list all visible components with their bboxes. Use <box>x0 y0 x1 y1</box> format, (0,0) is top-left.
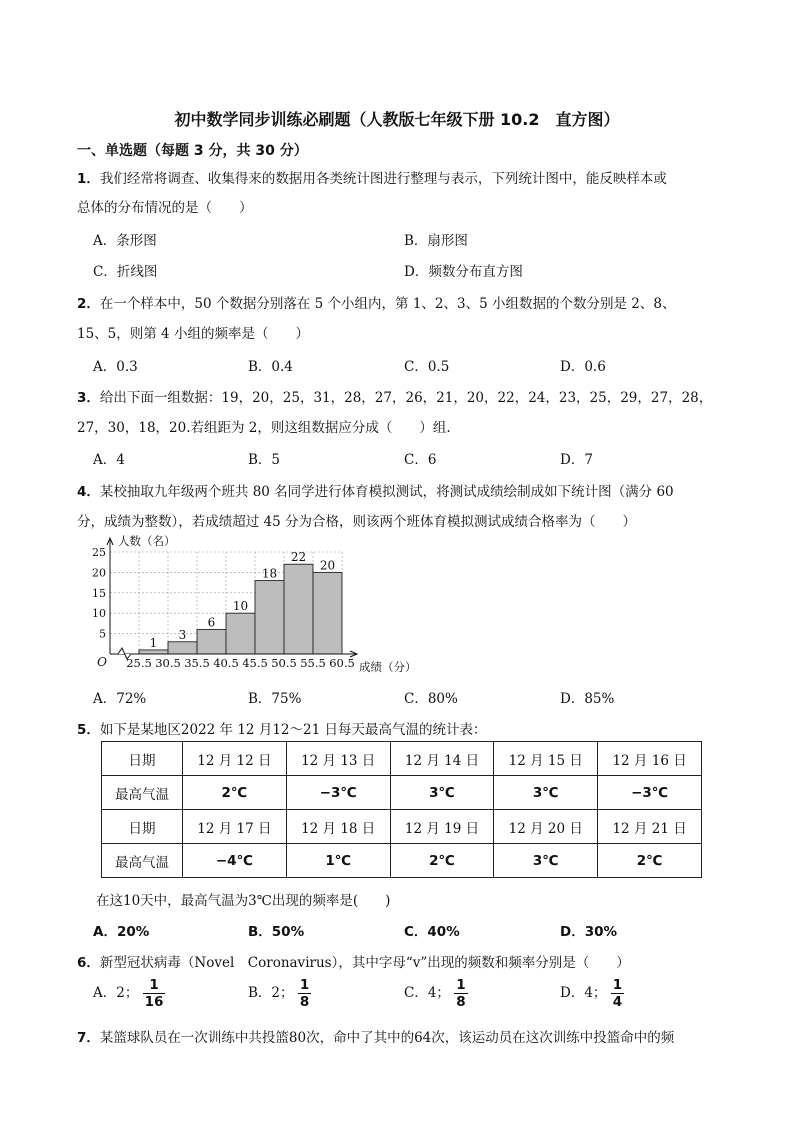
bar-value-label: 1 <box>149 635 158 650</box>
x-tick-label: 30.5 <box>155 656 181 670</box>
question-4 <box>77 480 674 500</box>
x-tick-label: 50.5 <box>271 656 297 670</box>
question-5-option-a[interactable]: A．20% <box>93 924 150 940</box>
question-1-text-line1: 我们经常将调查、收集得来的数据用各类统计图进行整理与表示，下列统计图中，能反映样本或 <box>99 171 667 187</box>
question-5-text-line1: 如下是某地区2022 年 12 月12～21 日每天最高气温的统计表： <box>99 722 487 738</box>
temperature-table <box>101 741 702 878</box>
question-4-number: 4． <box>77 484 100 500</box>
question-6-option-c[interactable] <box>404 977 468 1010</box>
question-2 <box>77 292 675 312</box>
question-1-option-c[interactable]: C．折线图 <box>93 264 158 280</box>
question-6-option-c-label: C．4； <box>404 985 450 1001</box>
question-7-text-line1: 某篮球队员在一次训练中共投篮80次，命中了其中的64次，该运动员在这次训练中投篮命中的频 <box>99 1030 675 1046</box>
question-2-option-d[interactable]: D．0.6 <box>560 359 606 375</box>
x-tick-label: 60.5 <box>329 656 355 670</box>
origin-label: O <box>97 655 107 669</box>
y-tick-label: 5 <box>99 627 106 641</box>
question-3-number: 3． <box>77 390 100 406</box>
question-2-option-c[interactable]: C．0.5 <box>404 359 450 375</box>
bar-value-label: 6 <box>207 615 216 630</box>
question-2-option-a[interactable]: A．0.3 <box>93 359 138 375</box>
table-cell: −4℃ <box>183 844 287 878</box>
question-6-option-b[interactable] <box>248 977 311 1010</box>
histogram-bar <box>284 564 313 654</box>
table-cell: 2℃ <box>598 844 702 878</box>
question-6-option-a[interactable] <box>93 977 165 1010</box>
question-5-option-d[interactable]: D．30% <box>560 924 618 940</box>
bar-value-label: 10 <box>232 599 249 614</box>
question-3 <box>77 386 712 406</box>
y-tick-label: 10 <box>92 607 106 621</box>
question-3-option-a[interactable]: A．4 <box>93 452 125 468</box>
fraction: $\frac{1}{8}$ <box>456 977 466 1010</box>
section-heading: 一、单选题（每题 3 分，共 30 分） <box>77 143 308 159</box>
question-1-option-d[interactable]: D．频数分布直方图 <box>404 264 523 280</box>
question-6-option-d[interactable] <box>560 977 624 1010</box>
table-cell: 12 月 17 日 <box>183 810 287 844</box>
table-cell: −3℃ <box>286 776 390 810</box>
table-cell: 1℃ <box>286 844 390 878</box>
page-title: 初中数学同步训练必刷题（人教版七年级下册 10.2 直方图） <box>174 110 620 129</box>
question-4-option-d[interactable]: D．85% <box>560 691 615 707</box>
histogram-bar <box>168 642 197 654</box>
question-3-text-line2: 27，30，18，20.若组距为 2，则这组数据应分成（ ）组. <box>77 420 451 436</box>
histogram-bar <box>197 630 226 654</box>
table-cell: 12 月 16 日 <box>598 742 702 776</box>
question-6-text-line1: 新型冠状病毒（Novel Coronavirus），其中字母“v”出现的频数和频率分别是（ ） <box>99 955 630 971</box>
question-7-number: 7． <box>77 1030 100 1046</box>
fraction: $\frac{1}{16}$ <box>144 977 164 1010</box>
y-tick-label: 20 <box>92 566 106 580</box>
table-cell: 12 月 14 日 <box>390 742 494 776</box>
bar-value-label: 22 <box>290 550 307 565</box>
question-3-option-b[interactable]: B．5 <box>248 452 281 468</box>
question-7 <box>77 1026 674 1046</box>
question-1-option-b[interactable]: B．扇形图 <box>404 233 468 249</box>
x-tick-label: 25.5 <box>126 656 152 670</box>
y-axis-title: 人数（名） <box>118 534 176 548</box>
table-cell: 12 月 21 日 <box>598 810 702 844</box>
question-5-text-line2: 在这10天中，最高气温为3℃出现的频率是( ) <box>96 893 391 909</box>
bar-value-label: 20 <box>319 558 336 573</box>
table-cell: 2℃ <box>390 844 494 878</box>
question-6-option-b-label: B．2； <box>248 985 294 1001</box>
question-2-text-line1: 在一个样本中，50 个数据分别落在 5 个小组内，第 1、2、3、5 小组数据的个数分别是 2、8、 <box>99 296 676 312</box>
table-cell: 12 月 18 日 <box>286 810 390 844</box>
question-6-option-d-label: D．4； <box>560 985 607 1001</box>
table-cell: 3℃ <box>494 844 598 878</box>
question-2-option-b[interactable]: B．0.4 <box>248 359 293 375</box>
question-6 <box>77 951 630 971</box>
table-row <box>102 810 702 844</box>
question-4-text-line1: 某校抽取九年级两个班共 80 名同学进行体育模拟测试，将测试成绩绘制成如下统计图（满分 60 <box>99 484 674 500</box>
question-5-option-c[interactable]: C．40% <box>404 924 460 940</box>
histogram-bar <box>255 581 284 654</box>
fraction: $\frac{1}{4}$ <box>612 977 623 1010</box>
table-cell: 3℃ <box>390 776 494 810</box>
table-cell-header: 日期 <box>102 742 183 776</box>
question-4-text-line2: 分，成绩为整数），若成绩超过 45 分为合格，则该两个班体育模拟测试成绩合格率为（ ） <box>77 514 637 530</box>
question-1 <box>77 167 667 187</box>
table-cell-header: 最高气温 <box>102 844 183 878</box>
question-6-option-a-label: A．2； <box>93 985 139 1001</box>
question-3-option-d[interactable]: D．7 <box>560 452 593 468</box>
table-cell: 3℃ <box>494 776 598 810</box>
histogram-bar <box>139 650 168 654</box>
table-cell: 12 月 15 日 <box>494 742 598 776</box>
y-tick-label: 15 <box>92 586 106 600</box>
x-axis-title: 成绩（分） <box>359 660 417 674</box>
table-cell-header: 日期 <box>102 810 183 844</box>
table-row <box>102 742 702 776</box>
question-2-text-line2: 15、5，则第 4 小组的频率是（ ） <box>77 326 309 342</box>
histogram-bar <box>313 572 342 654</box>
bar-value-label: 3 <box>178 627 187 642</box>
question-1-text-line2: 总体的分布情况的是（ ） <box>77 200 253 216</box>
table-row <box>102 776 702 810</box>
x-tick-label: 40.5 <box>213 656 239 670</box>
histogram-bar <box>226 613 255 654</box>
question-4-option-b[interactable]: B．75% <box>248 691 302 707</box>
x-tick-label: 35.5 <box>184 656 210 670</box>
table-cell: 2℃ <box>183 776 287 810</box>
table-cell: 12 月 19 日 <box>390 810 494 844</box>
question-5-option-b[interactable]: B．50% <box>248 924 305 940</box>
question-2-number: 2． <box>77 296 100 312</box>
question-4-option-c[interactable]: C．80% <box>404 691 458 707</box>
table-cell: 12 月 20 日 <box>494 810 598 844</box>
x-tick-label: 55.5 <box>300 656 326 670</box>
table-cell: −3℃ <box>598 776 702 810</box>
question-3-text-line1: 给出下面一组数据：19，20，25，31，28，27，26，21，20，22，24，23，25，29，27，28， <box>99 390 713 406</box>
table-cell: 12 月 12 日 <box>183 742 287 776</box>
question-5-number: 5． <box>77 722 100 738</box>
score-histogram <box>90 530 420 680</box>
question-1-number: 1． <box>77 171 100 187</box>
fraction: $\frac{1}{8}$ <box>299 977 310 1010</box>
table-cell: 12 月 13 日 <box>286 742 390 776</box>
y-tick-label: 25 <box>92 546 106 559</box>
question-6-number: 6． <box>77 955 100 971</box>
table-cell-header: 最高气温 <box>102 776 183 810</box>
question-5 <box>77 718 486 738</box>
x-tick-label: 45.5 <box>242 656 268 670</box>
question-1-option-a[interactable]: A．条形图 <box>93 233 157 249</box>
bar-value-label: 18 <box>261 566 278 581</box>
table-row <box>102 844 702 878</box>
question-4-option-a[interactable]: A．72% <box>93 691 147 707</box>
question-3-option-c[interactable]: C．6 <box>404 452 437 468</box>
